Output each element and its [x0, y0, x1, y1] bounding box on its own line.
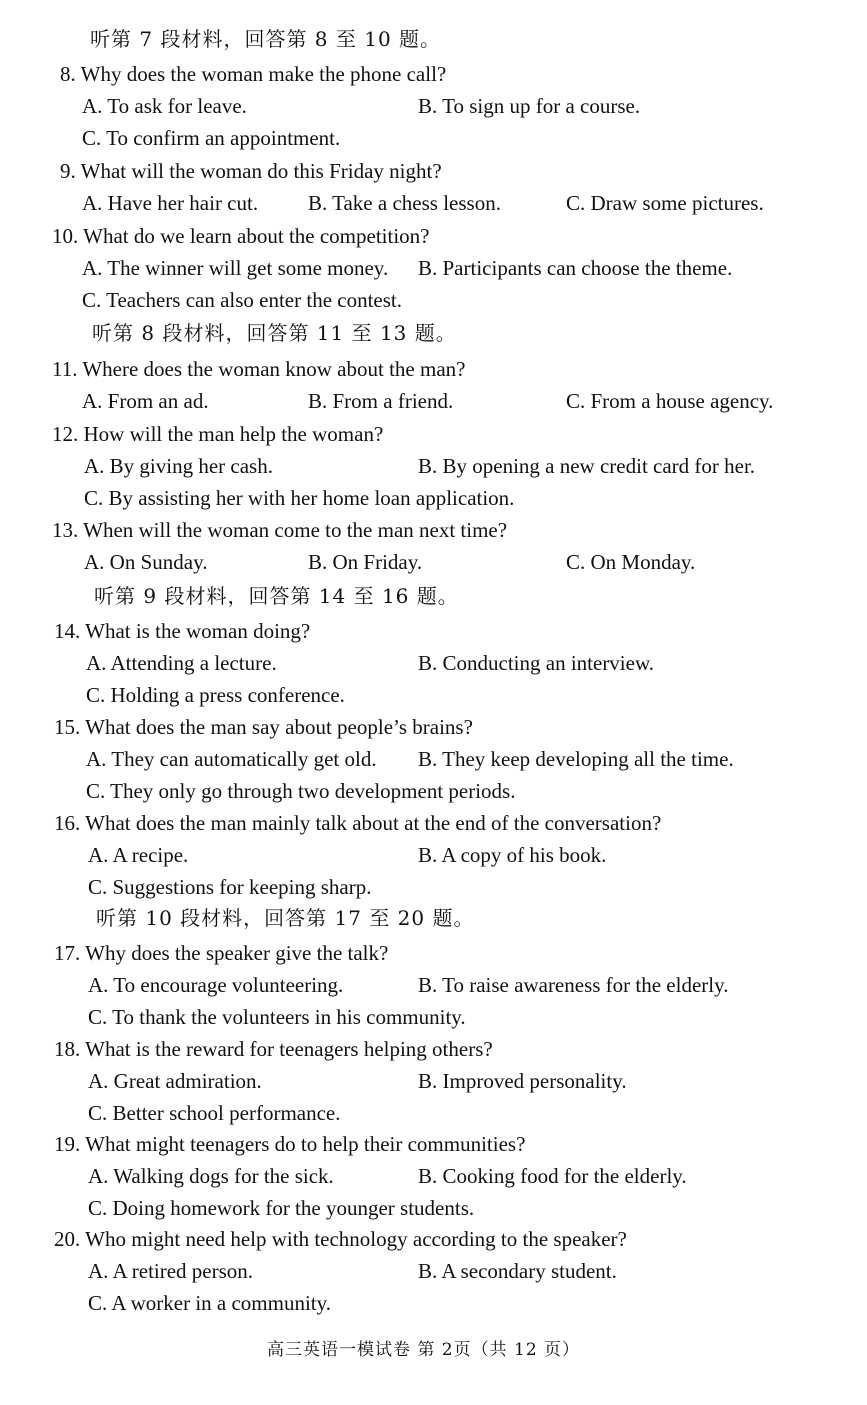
option-a: A. Attending a lecture.	[86, 651, 277, 675]
option-c: C. From a house agency.	[566, 389, 774, 413]
option-b: B. To raise awareness for the elderly.	[418, 973, 729, 997]
option-b: B. Participants can choose the theme.	[418, 256, 733, 280]
option-c: C. Better school performance.	[88, 1101, 341, 1125]
question-stem: 18. What is the reward for teenagers helping others?	[54, 1037, 493, 1061]
option-a: A. The winner will get some money.	[82, 256, 389, 280]
option-c: C. A worker in a community.	[88, 1291, 332, 1315]
option-c: C. On Monday.	[566, 550, 696, 574]
question-stem: 8. Why does the woman make the phone call?	[60, 62, 447, 86]
option-a: A. Great admiration.	[88, 1069, 262, 1093]
section-heading: 听第 8 段材料，回答第 11 至 13 题。	[92, 321, 457, 345]
question-stem: 19. What might teenagers do to help their communities?	[54, 1132, 526, 1156]
option-a: A. They can automatically get old.	[86, 747, 377, 771]
page-footer: 高三英语一模试卷 第 2页（共 12 页）	[267, 1340, 581, 1360]
section-heading: 听第 7 段材料，回答第 8 至 10 题。	[90, 27, 442, 51]
option-b: B. From a friend.	[308, 389, 454, 413]
option-c: C. To confirm an appointment.	[82, 126, 341, 150]
option-c: C. Doing homework for the younger students.	[88, 1196, 475, 1220]
option-b: B. On Friday.	[308, 550, 423, 574]
option-c: C. They only go through two development periods.	[86, 779, 516, 803]
question-stem: 11. Where does the woman know about the man?	[52, 357, 466, 381]
option-a: A. To encourage volunteering.	[88, 973, 344, 997]
option-b: B. To sign up for a course.	[418, 94, 641, 118]
option-a: A. From an ad.	[82, 389, 209, 413]
question-stem: 14. What is the woman doing?	[54, 619, 311, 643]
option-c: C. Draw some pictures.	[566, 191, 764, 215]
question-stem: 15. What does the man say about people’s brains?	[54, 715, 473, 739]
option-a: A. A recipe.	[88, 843, 189, 867]
question-stem: 13. When will the woman come to the man next time?	[52, 518, 508, 542]
option-a: A. On Sunday.	[84, 550, 208, 574]
option-b: B. Cooking food for the elderly.	[418, 1164, 687, 1188]
option-b: B. Improved personality.	[418, 1069, 627, 1093]
section-heading: 听第 9 段材料，回答第 14 至 16 题。	[94, 584, 459, 608]
option-a: A. Walking dogs for the sick.	[88, 1164, 334, 1188]
option-c: C. Suggestions for keeping sharp.	[88, 875, 372, 899]
question-stem: 10. What do we learn about the competition?	[52, 224, 430, 248]
option-b: B. Take a chess lesson.	[308, 191, 501, 215]
option-a: A. Have her hair cut.	[82, 191, 259, 215]
question-stem: 12. How will the man help the woman?	[52, 422, 384, 446]
option-b: B. A secondary student.	[418, 1259, 617, 1283]
question-stem: 20. Who might need help with technology according to the speaker?	[54, 1227, 627, 1251]
question-stem: 9. What will the woman do this Friday night?	[60, 159, 442, 183]
option-c: C. Holding a press conference.	[86, 683, 345, 707]
option-a: A. To ask for leave.	[82, 94, 247, 118]
option-b: B. Conducting an interview.	[418, 651, 655, 675]
section-heading: 听第 10 段材料，回答第 17 至 20 题。	[96, 906, 475, 930]
option-b: B. They keep developing all the time.	[418, 747, 734, 771]
question-stem: 17. Why does the speaker give the talk?	[54, 941, 389, 965]
option-a: A. By giving her cash.	[84, 454, 273, 478]
option-b: B. A copy of his book.	[418, 843, 607, 867]
option-a: A. A retired person.	[88, 1259, 254, 1283]
option-b: B. By opening a new credit card for her.	[418, 454, 756, 478]
option-c: C. To thank the volunteers in his community.	[88, 1005, 466, 1029]
question-stem: 16. What does the man mainly talk about at the end of the conversation?	[54, 811, 662, 835]
option-c: C. By assisting her with her home loan application.	[84, 486, 515, 510]
option-c: C. Teachers can also enter the contest.	[82, 288, 403, 312]
